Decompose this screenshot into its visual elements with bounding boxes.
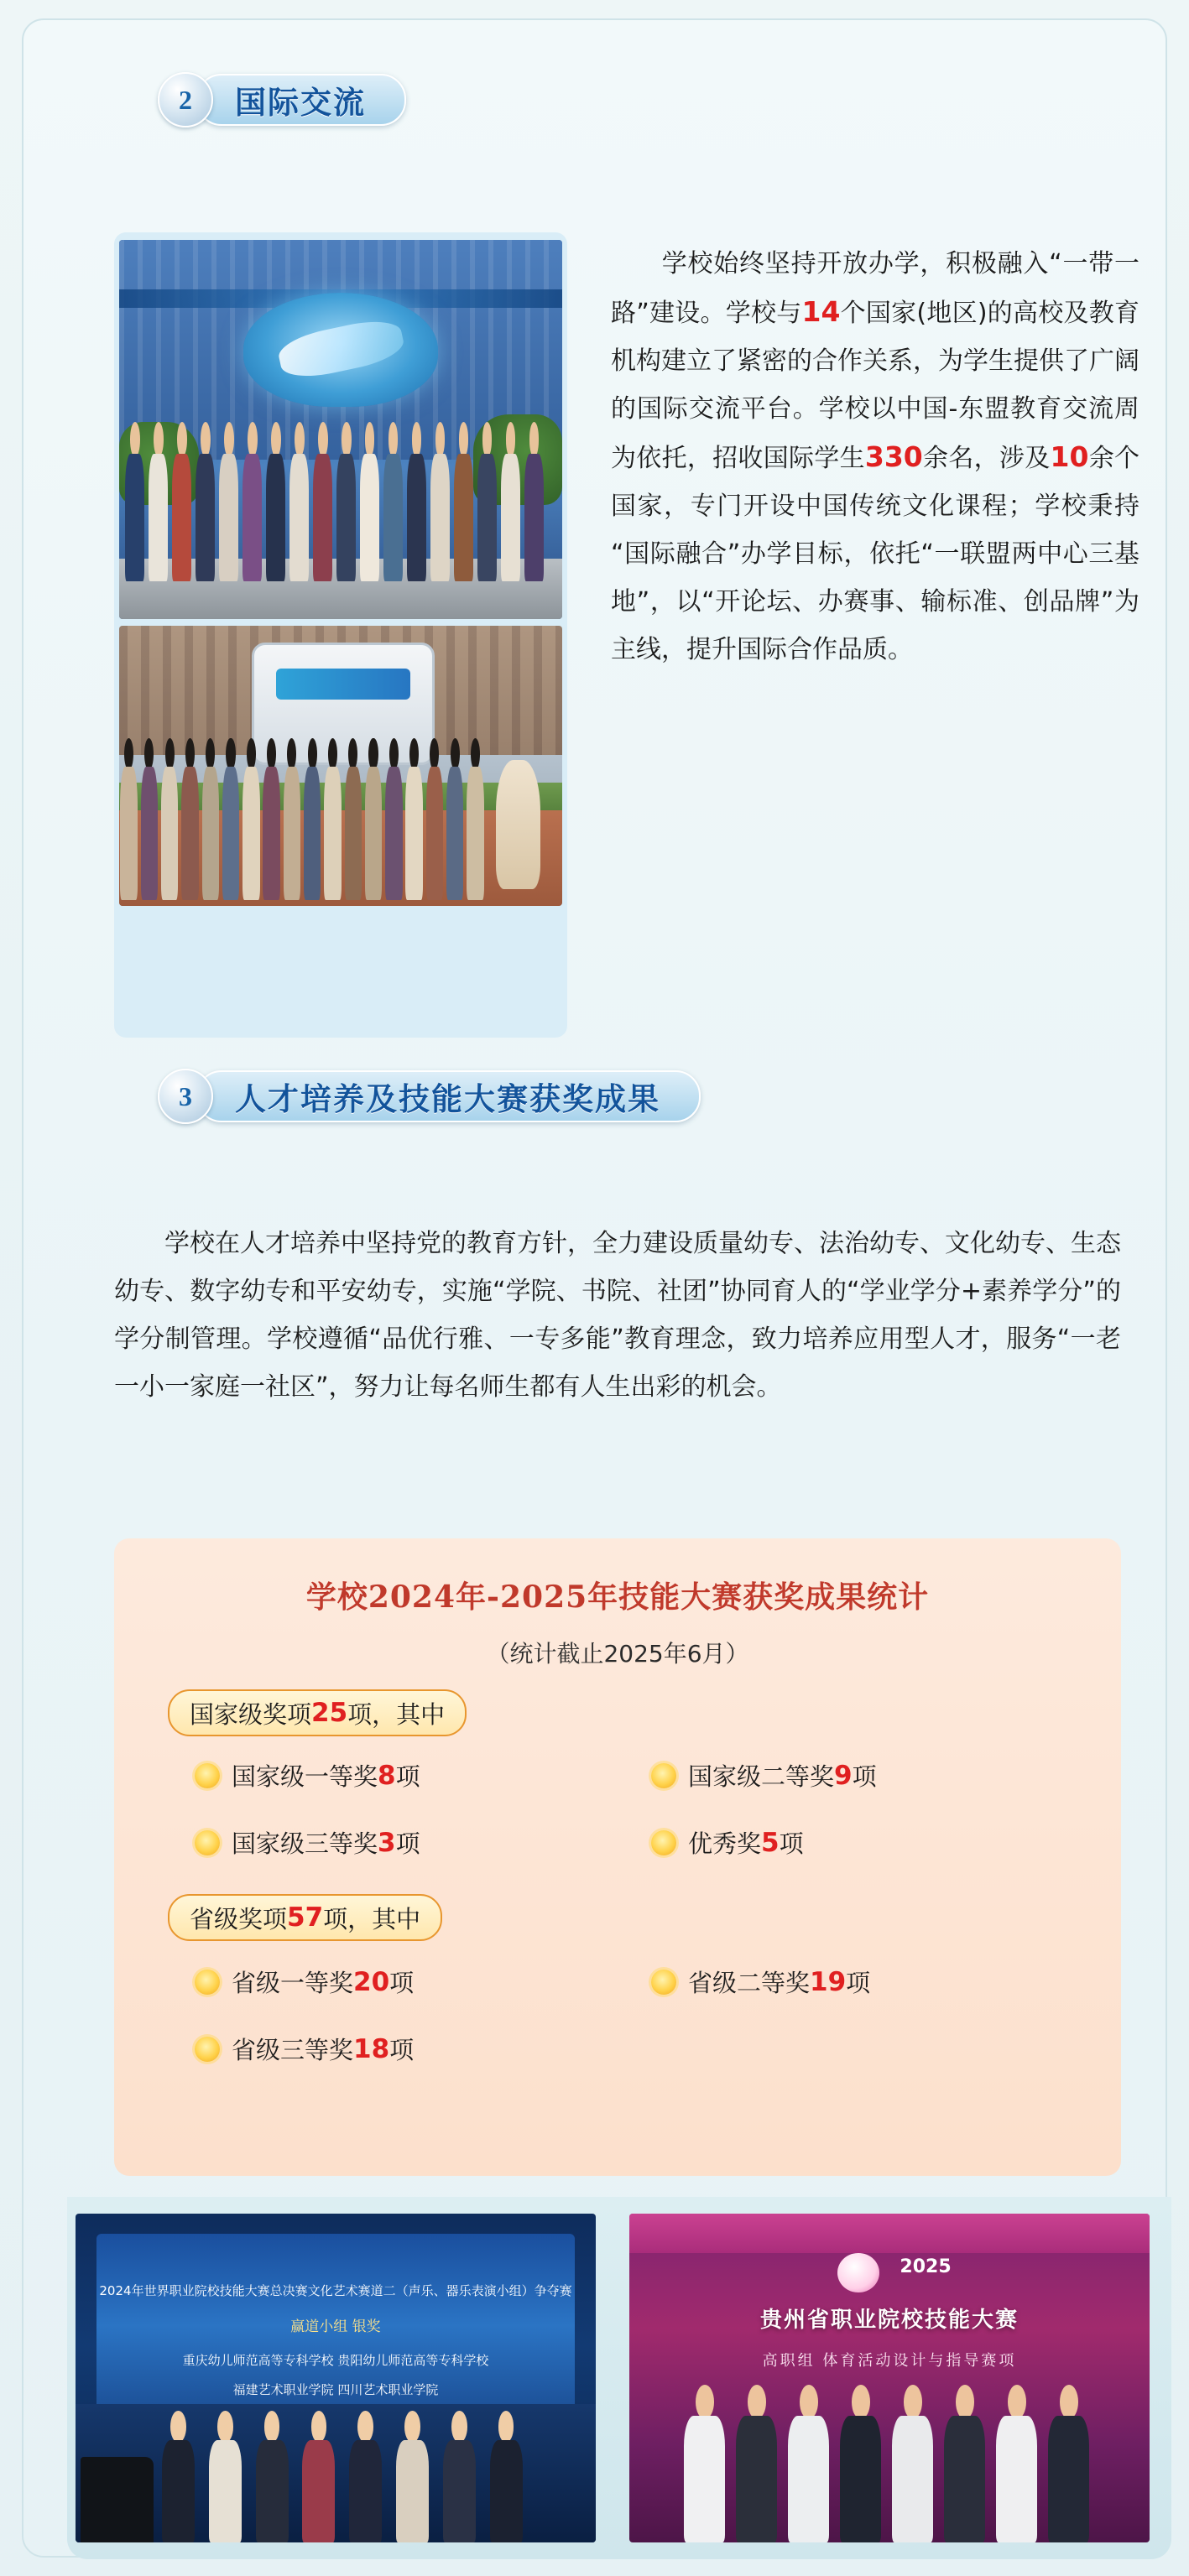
award-unit: 项: [846, 1969, 871, 1997]
award-row-national-second: [651, 1758, 877, 1793]
photo4-emblem: [837, 2253, 879, 2292]
photo3-screen-line-4: 福建艺术职业学院 四川艺术职业学院: [232, 2382, 439, 2398]
photo3-screen-line-3: 重庆幼儿师范高等专科学校 贵阳幼儿师范高等专科学校: [182, 2353, 489, 2368]
award-label: 省级一等奖: [232, 1969, 354, 1997]
pill-national-awards: [168, 1689, 467, 1736]
award-label: 省级二等奖: [688, 1969, 811, 1997]
page-content-frame: [22, 18, 1167, 2558]
awards-stats-card: [114, 1538, 1121, 2176]
award-label: 省级三等奖: [232, 2036, 354, 2064]
award-unit: 项: [395, 1829, 420, 1858]
award-number: 19: [810, 1966, 847, 1997]
pill-national-prefix: 国家级奖项: [190, 1699, 312, 1729]
award-row-national-excellent: [651, 1825, 804, 1860]
photo-provincial-competition: [629, 2214, 1150, 2542]
s2-part-2: 个国家(地区)的高校及教育机构建立了紧密的合作关系，为学生提供了广阔的国际交流平台。学校以中国-东盟教育交流周为依托，招收国际学生: [611, 299, 1139, 473]
sun-icon: [195, 1763, 220, 1788]
s2-num-nations: 10: [1050, 440, 1089, 473]
photo-national-competition: [76, 2214, 596, 2542]
award-row-national-first: [195, 1758, 420, 1793]
s2-num-students: 330: [864, 440, 923, 473]
photo4-people: [629, 2385, 1150, 2542]
award-label: 国家级一等奖: [232, 1762, 378, 1791]
section-header-2: [158, 72, 406, 127]
photo4-top-band: [629, 2214, 1150, 2253]
section2-body-text: [611, 240, 1139, 674]
pill-provincial-prefix: 省级奖项: [190, 1904, 288, 1933]
sun-icon: [195, 1830, 220, 1855]
sun-icon: [651, 1763, 676, 1788]
photo4-title: 贵州省职业院校技能大赛: [759, 2307, 1019, 2333]
award-label: 国家级三等奖: [232, 1829, 378, 1858]
award-number: 3: [378, 1827, 396, 1858]
section-number-badge-3: 3: [158, 1069, 213, 1124]
photo3-people: [76, 2411, 596, 2542]
photo4-year: 2025: [900, 2256, 952, 2277]
award-unit: 项: [395, 1762, 420, 1791]
section-title-bar-3: [196, 1070, 701, 1122]
photo3-screen-line-2: 赢道小组 银奖: [290, 2318, 381, 2336]
pill-provincial-number: 57: [287, 1902, 324, 1933]
award-number: 8: [378, 1760, 396, 1791]
photo2-mascot: [496, 760, 540, 889]
award-number: 18: [353, 2033, 390, 2064]
award-number: 9: [834, 1760, 853, 1791]
section-title-bar-2: [196, 74, 406, 126]
s2-num-countries: 14: [801, 295, 841, 328]
photo3-screen-line-1: 2024年世界职业院校技能大赛总决赛文化艺术赛道二（声乐、器乐表演小组）争夺赛: [99, 2282, 572, 2298]
section-title-3: 人才培养及技能大赛获奖成果: [235, 1081, 660, 1117]
photo-culture-parade: [119, 626, 562, 906]
sun-icon: [195, 1970, 220, 1995]
photo1-event-logo: [243, 293, 438, 407]
pill-national-suffix: 项，其中: [347, 1699, 446, 1729]
award-unit: 项: [389, 1969, 415, 1997]
photo4-subtitle: 高职组 体育活动设计与指导赛项: [762, 2351, 1017, 2370]
award-row-provincial-third: [195, 2032, 414, 2066]
sun-icon: [651, 1970, 676, 1995]
award-label: 国家级二等奖: [688, 1762, 835, 1791]
section-title-2: 国际交流: [235, 85, 366, 121]
pill-provincial-suffix: 项，其中: [323, 1904, 421, 1933]
sun-icon: [651, 1830, 676, 1855]
award-label: 优秀奖: [688, 1829, 762, 1858]
section-header-3: [158, 1069, 701, 1124]
award-number: 5: [761, 1827, 780, 1858]
pill-provincial-awards: [168, 1894, 442, 1941]
pill-national-number: 25: [311, 1698, 348, 1728]
s2-part-6: 余个国家，专门开设中国传统文化课程；学校秉持“国际融合”办学目标，依托“一联盟两中心三基地”，以“开论坛、办赛事、输标准、创品牌”为主线，提升国际合作品质。: [611, 444, 1140, 664]
photo1-people-row: [119, 422, 562, 581]
award-row-national-third: [195, 1825, 420, 1860]
section3-paragraph: 学校在人才培养中坚持党的教育方针，全力建设质量幼专、法治幼专、文化幼专、生态幼专、数字幼专和平安幼专，实施“学院、书院、社团”协同育人的“学业学分+素养学分”的学分制管理。学校遵循“品优行雅、一专多能”教育理念，致力培养应用型人才，服务“一老一小一家庭一社区”，努力让每名师生都有人生出彩的机会。: [114, 1229, 1121, 1402]
section3-body-text: [114, 1220, 1121, 1411]
award-number: 20: [353, 1966, 390, 1997]
photo-international-group: [119, 240, 562, 619]
award-unit: 项: [389, 2036, 415, 2064]
photo3-led-screen: [96, 2234, 575, 2418]
section-number-badge-2: 2: [158, 72, 213, 127]
sun-icon: [195, 2037, 220, 2062]
stats-subtitle: （统计截止2025年6月）: [486, 1640, 749, 1668]
award-row-provincial-first: [195, 1965, 414, 1999]
s2-part-4: 余名，涉及: [922, 444, 1051, 473]
s2-part-0: 学校始终坚持开放办学，积极融入“一带一路”建设。学校与: [611, 249, 1139, 328]
award-unit: 项: [852, 1762, 877, 1791]
award-unit: 项: [779, 1829, 804, 1858]
stats-title: 学校2024年-2025年技能大赛获奖成果统计: [305, 1579, 930, 1615]
award-row-provincial-second: [651, 1965, 870, 1999]
